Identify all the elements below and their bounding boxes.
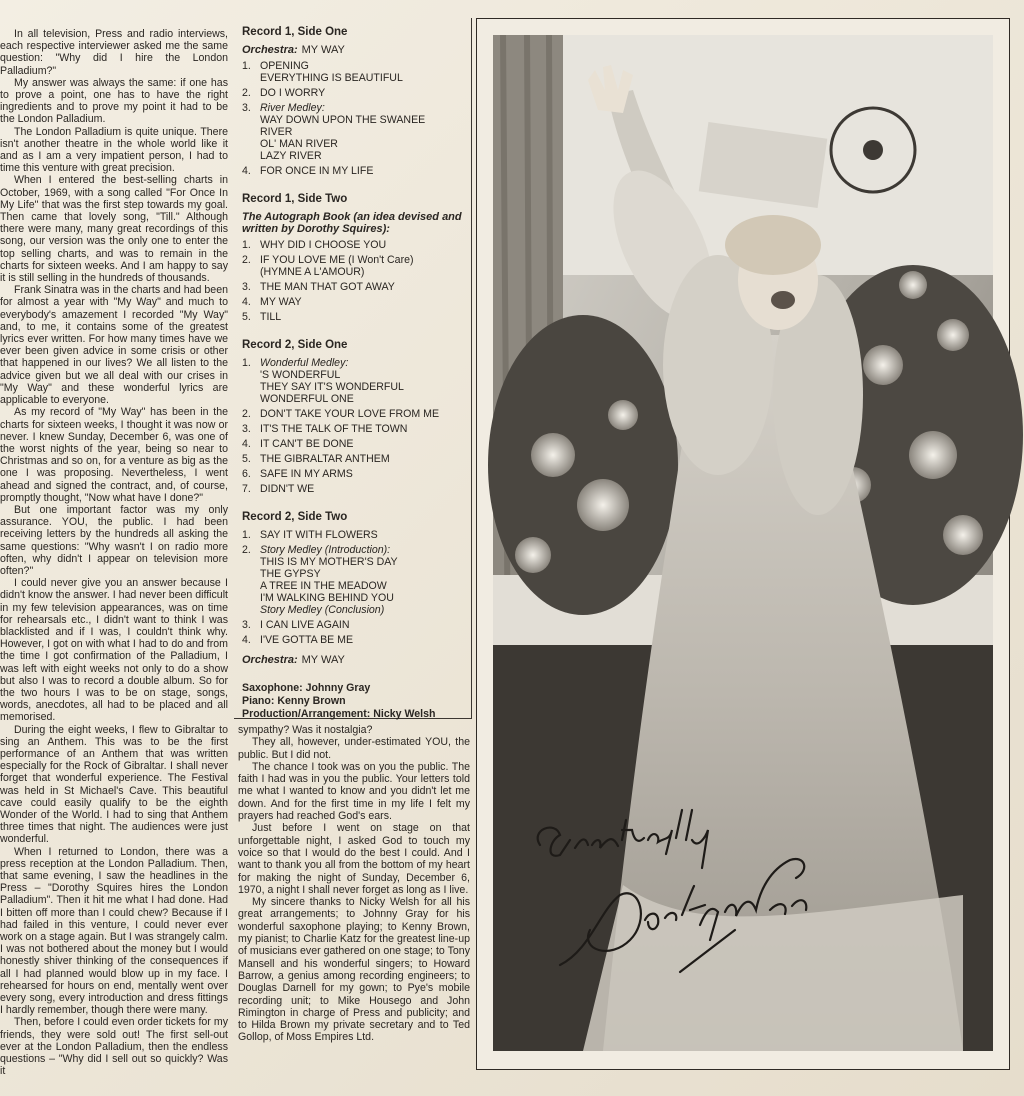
track-number: 2. [242, 544, 251, 556]
track-title: LAZY RIVER [260, 150, 322, 162]
track-title: EVERYTHING IS BEAUTIFUL [260, 72, 403, 84]
track-item [242, 281, 465, 293]
mid-paragraph: Just before I went on stage on that unforgettable night, I asked God to touch my voice so that I would do the best I could. And I want to thank you all from the bottom of my heart for making the night of Sunday, December 6, 1970, a night I shall never forget as long as I live. [238, 822, 470, 896]
track-title: THE GIBRALTAR ANTHEM [260, 453, 390, 465]
side-section-r1s1 [242, 26, 465, 177]
credit-line: Production/Arrangement: Nicky Welsh [242, 708, 436, 720]
signature-graphic [530, 800, 820, 980]
closing-label: Orchestra: [242, 654, 298, 666]
track-item [242, 296, 465, 308]
track-title: I CAN LIVE AGAIN [260, 619, 350, 631]
track-title: DIDN'T WE [260, 483, 315, 495]
left-paragraph: The London Palladium is quite unique. There isn't another theatre in the whole world like it and as I am a very impatient person, I had to time this venture with great precision. [0, 125, 228, 175]
track-title: OL' MAN RIVER [260, 138, 338, 150]
left-paragraph: As my record of "My Way" has been in the charts for sixteen weeks, I thought it was now or never. I knew Sunday, December 6, was one of the worst nights of the year, being so near to Christmas and so on, for a venture as big as the one I was proposing. Nevertheless, I went ahead and signed the contract, and, of course, promptly thought, "Now what have I done?" [0, 406, 228, 504]
track-number: 3. [242, 423, 251, 435]
track-number: 4. [242, 438, 251, 450]
medley-conclusion: Story Medley (Conclusion) [260, 604, 385, 616]
track-number: 6. [242, 468, 251, 480]
track-item [242, 87, 465, 99]
side-lead-value: MY WAY [301, 44, 345, 56]
track-item [242, 408, 465, 420]
left-paragraph: In all television, Press and radio interviews, each respective interviewer asked me the same question: "Why did I hire the London Palladium?" [0, 28, 228, 77]
track-number: 4. [242, 296, 251, 308]
closing-value: MY WAY [301, 654, 345, 666]
track-title: THE GYPSY [260, 568, 321, 580]
track-title: 'S WONDERFUL [260, 369, 341, 381]
mid-paragraph: They all, however, under-estimated YOU, the public. But I did not. [238, 736, 470, 761]
left-text-column [0, 28, 228, 1078]
track-title: WHY DID I CHOOSE YOU [260, 239, 387, 251]
track-title: SAFE IN MY ARMS [260, 468, 353, 480]
track-item [242, 102, 465, 162]
track-item [242, 311, 465, 323]
track-title: (HYMNE A L'AMOUR) [260, 266, 365, 278]
track-title: MY WAY [260, 296, 302, 308]
track-item [242, 423, 465, 435]
track-number: 7. [242, 483, 251, 495]
track-title: RIVER [260, 126, 293, 138]
track-title: A TREE IN THE MEADOW [260, 580, 387, 592]
track-item [242, 468, 465, 480]
track-number: 2. [242, 87, 251, 99]
track-title: SAY IT WITH FLOWERS [260, 529, 378, 541]
mid-paragraph: sympathy? Was it nostalgia? [238, 724, 373, 736]
medley-label: River Medley: [260, 102, 325, 114]
track-item [242, 544, 465, 616]
track-number: 5. [242, 453, 251, 465]
track-item [242, 483, 465, 495]
mid-paragraph: The chance I took was on you the public. The faith I had was in you the public. Your letters told me what I wanted to know and you didn't let me down. And for the first time in my life I felt my prayers had reached God's ears. [238, 760, 470, 823]
track-title: TILL [260, 311, 282, 323]
track-title: OPENING [260, 60, 309, 72]
left-paragraph: But one important factor was my only assurance. YOU, the public. I had been receiving letters by the hundreds all asking the same questions: "Why wasn't I on radio more often, why didn't I appear on television more often?" [0, 503, 228, 577]
track-item [242, 60, 465, 84]
track-title: DO I WORRY [260, 87, 326, 99]
track-listing [234, 18, 471, 721]
track-number: 3. [242, 281, 251, 293]
track-title: THIS IS MY MOTHER'S DAY [260, 556, 398, 568]
track-number: 1. [242, 529, 251, 541]
track-item [242, 165, 465, 177]
track-title: THE MAN THAT GOT AWAY [260, 281, 395, 293]
track-title: FOR ONCE IN MY LIFE [260, 165, 374, 177]
track-item [242, 634, 465, 646]
credit-line: Saxophone: Johnny Gray [242, 682, 371, 694]
track-title: I'M WALKING BEHIND YOU [260, 592, 394, 604]
side-section-r1s2 [242, 193, 465, 323]
track-listing-box [234, 18, 472, 719]
track-item [242, 619, 465, 631]
track-title: IT'S THE TALK OF THE TOWN [260, 423, 408, 435]
side-lead [242, 211, 465, 235]
track-item [242, 529, 465, 541]
track-title: WONDERFUL ONE [260, 393, 354, 405]
left-paragraph: During the eight weeks, I flew to Gibraltar to sing an Anthem. This was to be the first performance of an Anthem that was written especially for the Rock of Gibraltar. I shall never forget that wonderful experience. The Festival was held in St Michael's Cave. This beautiful cave could easily qualify to be the eighth Wonder of the World. I had to sing that Anthem three times that night. The audiences were just wonderful. [0, 723, 228, 846]
track-item [242, 254, 465, 278]
track-item [242, 357, 465, 405]
track-number: 1. [242, 239, 251, 251]
side-closing [242, 654, 465, 666]
track-number: 2. [242, 254, 251, 266]
side-lead [242, 44, 465, 56]
track-number: 1. [242, 60, 251, 72]
left-paragraph: When I entered the best-selling charts in October, 1969, with a song called "For Once In My Life" that was the first step towards my goal. Then came that lovely song, "Till." Although there were many, many great recordings of this song, our version was the only one to enter the top selling charts, and was to remain in the charts for sixteen weeks. And I am happy to say it is still selling in the hundreds of thousands. [0, 174, 228, 285]
side-lead-label: Orchestra: [242, 44, 298, 56]
side-heading: Record 2, Side One [242, 339, 348, 351]
middle-text-column [238, 724, 470, 1064]
credit-line: Piano: Kenny Brown [242, 695, 346, 707]
track-item [242, 438, 465, 450]
mid-paragraph: My sincere thanks to Nicky Welsh for all his great arrangements; to Johnny Gray for his wonderful saxophone playing; to Kenny Brown, my pianist; to Charlie Katz for the greatest line-up of musicians ever gathered on one stage; to Tony Mansell and his wonderful singers; to Howard Barrow, a genius among recording engineers; to Douglas Darnell for my gown; to Pye's mobile recording unit; to Mike Housego and John Rimington in charge of Press and publicity; and to Hilda Brown my private secretary and to Ted Gollop, of Moss Empires Ltd. [238, 896, 470, 1044]
track-title: THEY SAY IT'S WONDERFUL [260, 381, 404, 393]
side-section-r2s2 [242, 511, 465, 666]
medley-label: Wonderful Medley: [260, 357, 349, 369]
track-number: 5. [242, 311, 251, 323]
side-heading: Record 1, Side Two [242, 193, 348, 205]
medley-label: Story Medley (Introduction): [260, 544, 391, 556]
track-title: DON'T TAKE YOUR LOVE FROM ME [260, 408, 440, 420]
track-number: 2. [242, 408, 251, 420]
track-title: IF YOU LOVE ME (I Won't Care) [260, 254, 414, 266]
left-paragraph: Then, before I could even order tickets for my friends, they were sold out! The first sell-out ever at the London Palladium, then the endless questions – "Why did I sell out so quickly? Was it [0, 1016, 228, 1078]
side-heading: Record 1, Side One [242, 26, 348, 38]
track-number: 3. [242, 619, 251, 631]
left-paragraph: Frank Sinatra was in the charts and had been for almost a year with "My Way" and much to everybody's amazement I recorded "My Way" and, to me, it contains some of the greatest lyrics ever written. For how many times have we ever been given advice in some crisis or other that happened in our lives? We all listen to the advice given but we all deal with our crises in "My Way" and these wonderful lyrics are applicable to everyone. [0, 284, 228, 407]
track-number: 4. [242, 634, 251, 646]
track-title: WAY DOWN UPON THE SWANEE [260, 114, 426, 126]
left-paragraph: I could never give you an answer because I didn't know the answer. I had never been difficult in my few television appearances, was on time for rehearsals etc., I didn't want to think I was blacklisted and if I was, I couldn't think why. However, I got on with what I had to do and from the time I got confirmation of the Palladium, I was left with eight weeks not only to do a show but also I was to record a double album. So for the two hours I was to be on stage, songs, words, anecdotes, all had to be placed and all memorised. [0, 577, 228, 724]
track-title: I'VE GOTTA BE ME [260, 634, 354, 646]
track-number: 1. [242, 357, 251, 369]
handwritten-dedication [530, 800, 820, 980]
left-paragraph: My answer was always the same: if one has to prove a point, one has to have the right ingredients and to prove my point it had to be the London Palladium. [0, 76, 228, 126]
track-item [242, 453, 465, 465]
track-item [242, 239, 465, 251]
credits [242, 682, 465, 721]
left-paragraph: When I returned to London, there was a press reception at the London Palladium. Then, that same evening, I saw the headlines in the Press – "Dorothy Squires hires the London Palladium". Then it hit me what I had done. Had I bitten off more than I could chew? Because if I had failed in this venture, I could never ever work on a stage again. But I was strangely calm. I was not bothered about the money but I would honestly shiver thinking of the consequences if all I had planned would blow up in my face. I rehearsed for hours on end, mentally went over every song, every introduction and dress fittings I hardly remember, though there were many. [0, 845, 228, 1017]
track-title: IT CAN'T BE DONE [260, 438, 354, 450]
track-number: 3. [242, 102, 251, 114]
side-heading: Record 2, Side Two [242, 511, 348, 523]
track-number: 4. [242, 165, 251, 177]
side-section-r2s1 [242, 339, 465, 495]
side-lead-label: The Autograph Book (an idea devised and written by Dorothy Squires): [242, 211, 462, 235]
